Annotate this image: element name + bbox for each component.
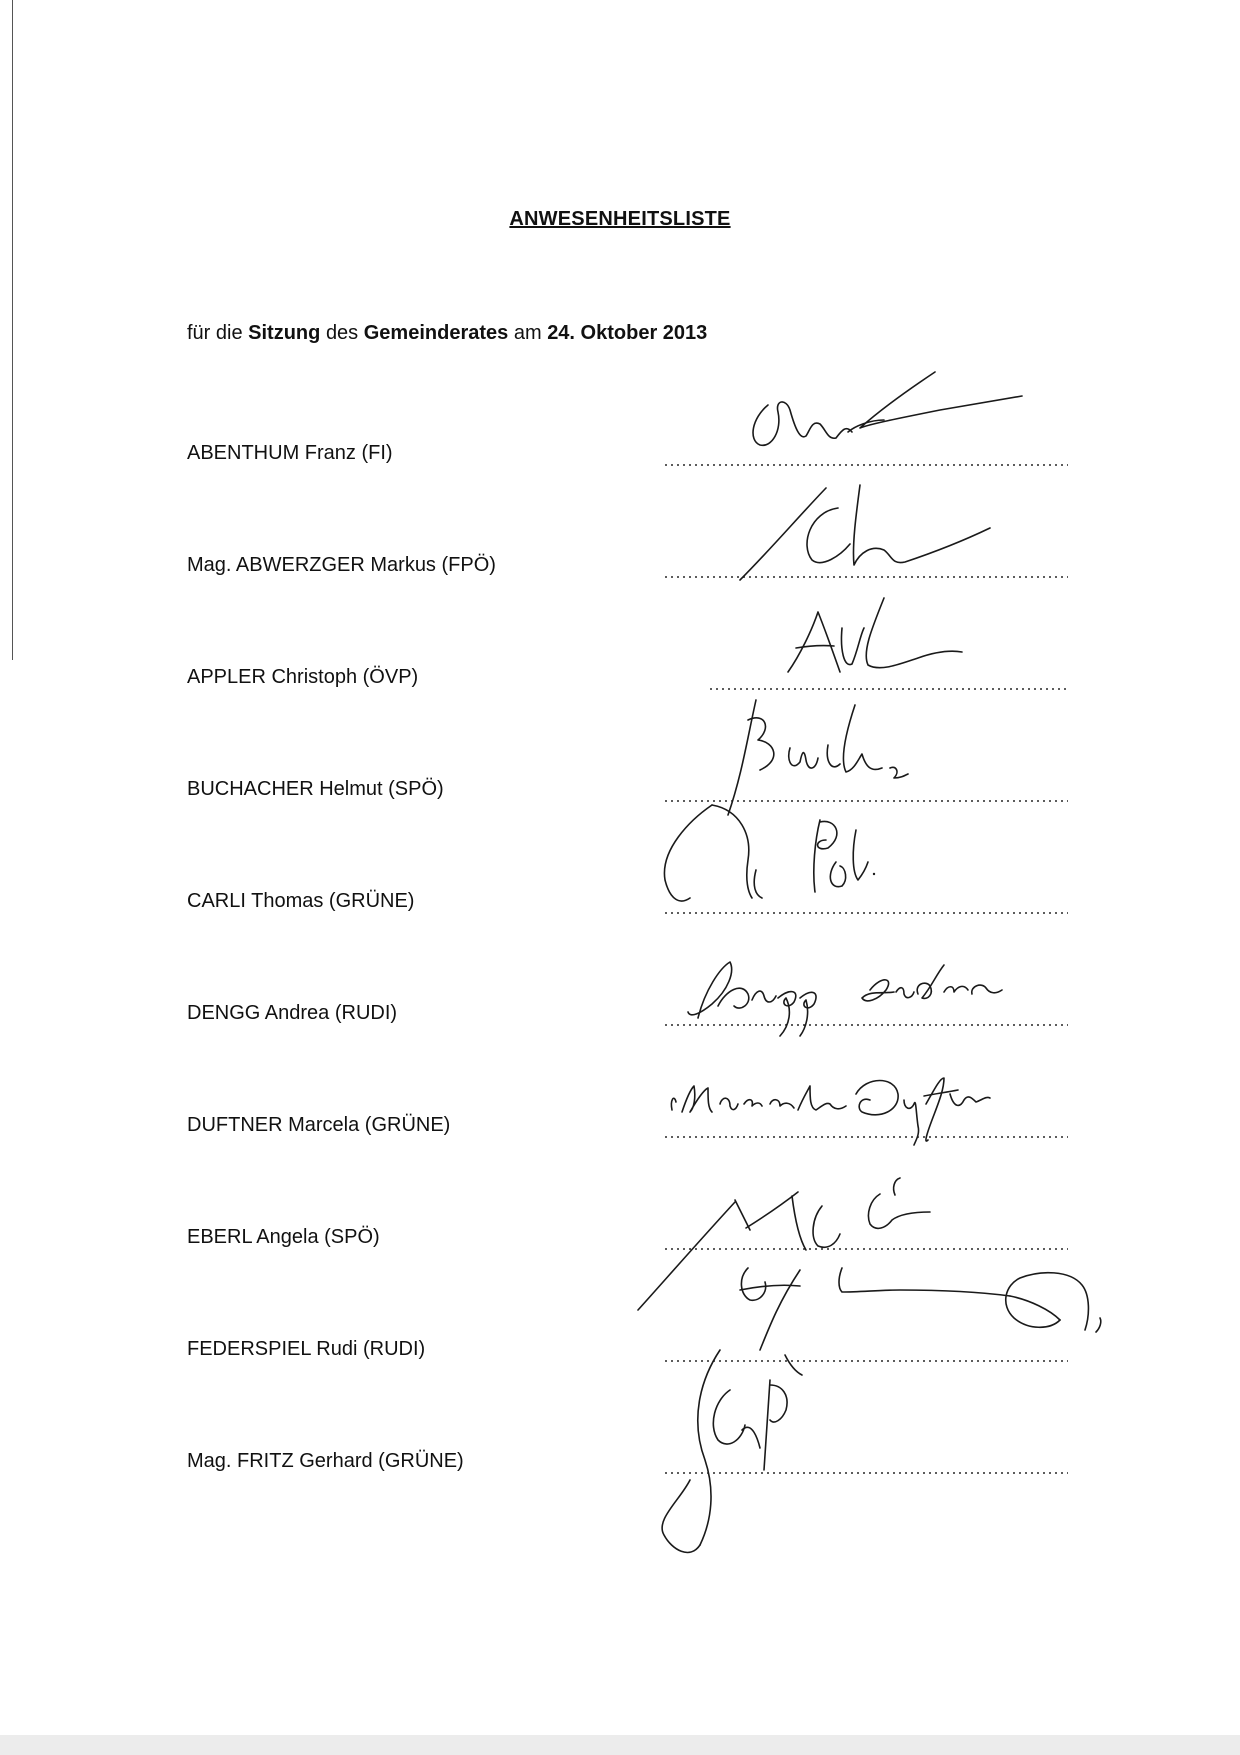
subtitle-date: 24. Oktober 2013 bbox=[547, 322, 708, 344]
attendee-row bbox=[0, 534, 1240, 594]
signature-line bbox=[663, 576, 1068, 578]
attendee-name: Mag. FRITZ Gerhard (GRÜNE) bbox=[187, 1450, 464, 1472]
attendee-name: EBERL Angela (SPÖ) bbox=[187, 1226, 380, 1248]
attendee-name: DENGG Andrea (RUDI) bbox=[187, 1002, 398, 1024]
attendee-name: APPLER Christoph (ÖVP) bbox=[187, 666, 419, 688]
subtitle-middle: des bbox=[325, 322, 359, 344]
signature-line bbox=[663, 1360, 1068, 1362]
attendee-name: Mag. ABWERZGER Markus (FPÖ) bbox=[187, 554, 496, 576]
signature-line bbox=[663, 1248, 1068, 1250]
attendee-row bbox=[0, 758, 1240, 818]
signature-line bbox=[708, 688, 1068, 690]
attendee-name: ABENTHUM Franz (FI) bbox=[187, 442, 393, 464]
attendee-row bbox=[0, 982, 1240, 1042]
attendee-name: BUCHACHER Helmut (SPÖ) bbox=[187, 778, 444, 800]
subtitle-council: Gemeinderates bbox=[363, 322, 509, 344]
attendee-name: FEDERSPIEL Rudi (RUDI) bbox=[187, 1338, 426, 1360]
attendee-row bbox=[0, 646, 1240, 706]
attendee-row bbox=[0, 1430, 1240, 1490]
signature-line bbox=[663, 1136, 1068, 1138]
signature-line bbox=[663, 800, 1068, 802]
signature-line bbox=[663, 1472, 1068, 1474]
scan-bottom-strip bbox=[0, 1735, 1240, 1755]
attendee-row bbox=[0, 870, 1240, 930]
attendee-name: CARLI Thomas (GRÜNE) bbox=[187, 890, 415, 912]
attendee-row bbox=[0, 1318, 1240, 1378]
signature-line bbox=[663, 912, 1068, 914]
attendee-row bbox=[0, 422, 1240, 482]
signature-line bbox=[663, 1024, 1068, 1026]
attendee-row bbox=[0, 1206, 1240, 1266]
page-title: ANWESENHEITSLISTE bbox=[509, 208, 731, 230]
session-subtitle bbox=[187, 322, 707, 345]
subtitle-prefix: für die bbox=[187, 322, 243, 344]
subtitle-at: am bbox=[513, 322, 542, 344]
subtitle-session: Sitzung bbox=[248, 322, 321, 344]
signature-line bbox=[663, 464, 1068, 466]
attendee-row bbox=[0, 1094, 1240, 1154]
attendee-name: DUFTNER Marcela (GRÜNE) bbox=[187, 1114, 451, 1136]
